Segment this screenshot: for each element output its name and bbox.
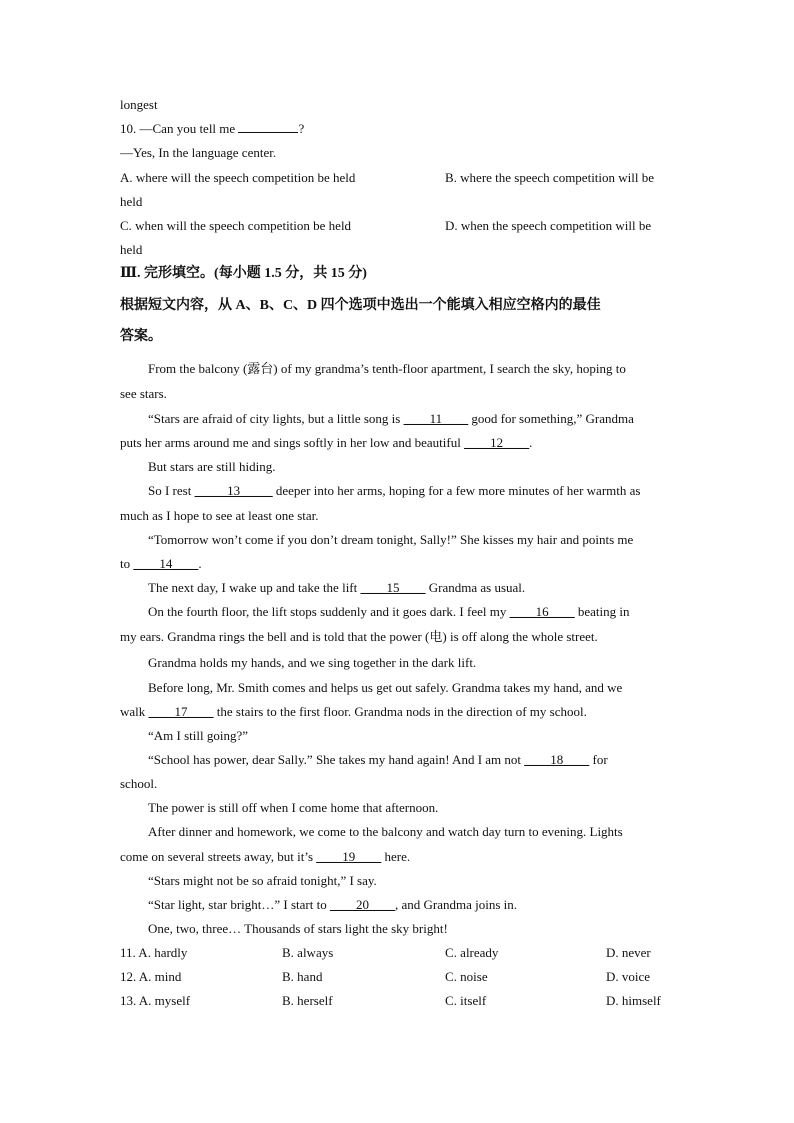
passage-line: see stars. [120, 386, 167, 401]
blank-13: _____13_____ [194, 483, 273, 498]
passage-text: . [198, 556, 202, 571]
blank-14: ____14____ [133, 556, 199, 571]
passage-line: much as I hope to see at least one star. [120, 508, 319, 523]
option-c: C. noise [445, 969, 488, 984]
passage-line [148, 604, 630, 620]
passage-text: . [529, 435, 533, 450]
option-c: C. already [445, 945, 499, 960]
passage-line: But stars are still hiding. [148, 459, 276, 474]
passage-text: walk [120, 704, 149, 719]
blank-16: ____16____ [509, 604, 575, 619]
passage-line [120, 704, 587, 720]
passage-line [120, 849, 410, 865]
q10-stem [120, 121, 304, 137]
passage-line: Grandma holds my hands, and we sing together in the dark lift. [148, 655, 477, 670]
q10-stem-suffix: ? [298, 121, 305, 136]
passage-line: One, two, three… Thousands of stars light the sky bright! [148, 921, 448, 936]
option-d: D. voice [606, 969, 651, 984]
passage-text: beating in [574, 604, 630, 619]
passage-line: After dinner and homework, we come to the balcony and watch day turn to evening. Lights [148, 824, 623, 839]
passage-text: “Star light, star bright…” I start to [148, 897, 330, 912]
passage-line [120, 556, 202, 572]
passage-line [148, 897, 517, 913]
blank-17: ____17____ [148, 704, 214, 719]
passage-text: The next day, I wake up and take the lift [148, 580, 361, 595]
passage-text: to [120, 556, 134, 571]
passage-line: The power is still off when I come home that afternoon. [148, 800, 439, 815]
section-instructions-1: 根据短文内容，从 A、B、C、D 四个选项中选出一个能填入相应空格内的最佳 [120, 298, 601, 313]
passage-line: “Stars might not be so afraid tonight,” I say. [148, 873, 377, 888]
passage-line: “Tomorrow won’t come if you don’t dream tonight, Sally!” She kisses my hair and points me [148, 532, 634, 547]
q10-answer-blank [238, 121, 298, 133]
passage-text: On the fourth floor, the lift stops suddenly and it goes dark. I feel my [148, 604, 510, 619]
passage-text: here. [381, 849, 411, 864]
passage-line: my ears. Grandma rings the bell and is told that the power (电) is off along the whole street. [120, 629, 598, 644]
passage-line [148, 580, 525, 596]
passage-line [148, 411, 634, 427]
passage-text: “Stars are afraid of city lights, but a little song is [148, 411, 404, 426]
option-a: 12. A. mind [120, 969, 182, 984]
blank-11: ____11____ [403, 411, 469, 426]
option-a: 11. A. hardly [120, 945, 188, 960]
passage-text: puts her arms around me and sings softly in her low and beautiful [120, 435, 465, 450]
top-word: longest [120, 97, 158, 112]
blank-12: ____12____ [464, 435, 530, 450]
q10-stem-prefix: 10. —Can you tell me [120, 121, 239, 136]
passage-line: school. [120, 776, 158, 791]
q10-option-a: A. where will the speech competition be held [120, 170, 356, 185]
q10-option-c: C. when will the speech competition be held [120, 218, 352, 233]
q10-option-b-wrap: held [120, 194, 143, 209]
q10-option-d: D. when the speech competition will be [445, 218, 652, 233]
passage-text: , and Grandma joins in. [394, 897, 518, 912]
option-b: B. always [282, 945, 334, 960]
option-b: B. hand [282, 969, 323, 984]
passage-line [148, 752, 608, 768]
option-b: B. herself [282, 993, 333, 1008]
passage-text: So I rest [148, 483, 195, 498]
passage-text: “School has power, dear Sally.” She takes my hand again! And I am not [148, 752, 525, 767]
q10-option-b: B. where the speech competition will be [445, 170, 655, 185]
option-d: D. himself [606, 993, 661, 1008]
passage-line [148, 483, 640, 499]
passage-line [120, 435, 532, 451]
option-d: D. never [606, 945, 651, 960]
passage-text: Grandma as usual. [425, 580, 526, 595]
option-c: C. itself [445, 993, 487, 1008]
blank-15: ____15____ [360, 580, 426, 595]
option-a: 13. A. myself [120, 993, 191, 1008]
passage-text: for [589, 752, 608, 767]
q10-reply: —Yes, In the language center. [120, 145, 277, 160]
passage-line: “Am I still going?” [148, 728, 249, 743]
section-heading: Ⅲ. 完形填空。(每小题 1.5 分，共 15 分) [120, 266, 367, 281]
passage-line: Before long, Mr. Smith comes and helps us get out safely. Grandma takes my hand, and we [148, 680, 623, 695]
blank-20: ____20____ [329, 897, 395, 912]
blank-18: ____18____ [524, 752, 590, 767]
passage-text: good for something,” Grandma [468, 411, 634, 426]
q10-option-d-wrap: held [120, 242, 143, 257]
section-instructions-2: 答案。 [120, 329, 162, 344]
passage-text: come on several streets away, but it’s [120, 849, 317, 864]
passage-line: From the balcony (露台) of my grandma’s tenth-floor apartment, I search the sky, hoping to [148, 361, 626, 376]
passage-text: the stairs to the first floor. Grandma nods in the direction of my school. [213, 704, 587, 719]
passage-text: deeper into her arms, hoping for a few more minutes of her warmth as [272, 483, 641, 498]
blank-19: ____19____ [316, 849, 382, 864]
